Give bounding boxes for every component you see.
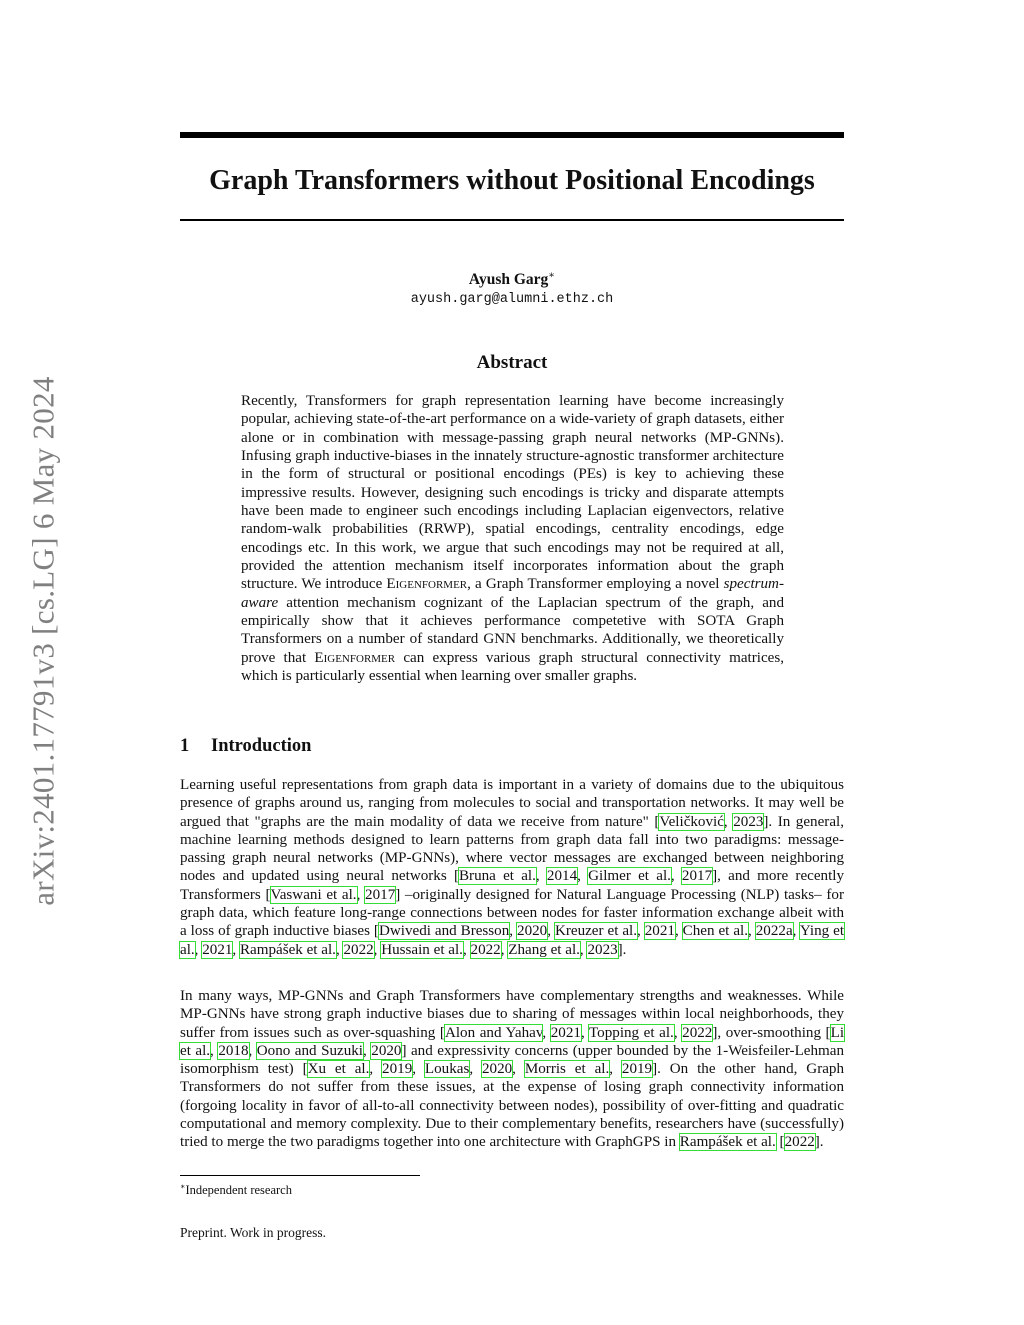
model-name: Eigenformer	[386, 576, 468, 593]
abstract-heading: Abstract	[476, 352, 548, 373]
citation-link[interactable]: Dwivedi and Bresson	[378, 923, 510, 940]
citation-link[interactable]: Chen et al.	[682, 923, 749, 940]
citation-link[interactable]: Kreuzer et al.	[554, 923, 638, 940]
citation-link[interactable]: Loukas	[424, 1061, 470, 1078]
intro-paragraph-1: Learning useful representations from graph data is important in a variety of domains due to the ubiquitous presence of graphs around us, ranging from molecules to social and transportation networks. It may well be argued that "graphs are the main modality of data we receive from nature" [Veličković, 2023]. In general, machine learning methods designed to learn patterns from graph data fall into two paradigms: message-passing graph neural networks (MP-GNNs), where vector messages are exchanged between neighboring nodes and updated using neural networks [Bruna et al., 2014, Gilmer et al., 2017], and more recently Transformers [Vaswani et al., 2017] –originally designed for Natural Language Processing (NLP) tasks– for graph data, which feature long-range connections between nodes for faster information exchange albeit with a loss of graph inductive biases [Dwivedi and Bresson, 2020, Kreuzer et al., 2021, Chen et al., 2022a, Ying et al., 2021, Rampášek et al., 2022, Hussain et al., 2022, Zhang et al., 2023].	[180, 777, 845, 958]
citation-link[interactable]: Xu et al.	[307, 1061, 370, 1078]
title-top-rule	[180, 132, 844, 138]
citation-link[interactable]: 2014	[546, 868, 578, 885]
citation-link[interactable]: 2021	[202, 941, 233, 958]
citation-link[interactable]: Veličković	[659, 813, 724, 830]
citation-link[interactable]: 2017	[365, 886, 396, 903]
citation-link[interactable]: Bruna et al.	[458, 868, 536, 885]
citation-link[interactable]: Li et al.	[180, 1024, 845, 1059]
citation-link[interactable]: Hussain et al.	[381, 941, 463, 958]
citation-link[interactable]: Ying et al.	[180, 923, 845, 958]
citation-link[interactable]: Alon and Yahav	[444, 1024, 543, 1041]
citation-link[interactable]: 2022a	[755, 923, 793, 940]
citation-link[interactable]: 2022	[470, 941, 501, 958]
citation-link[interactable]: 2019	[382, 1061, 413, 1078]
author-name: Ayush Garg	[468, 271, 549, 289]
title-bottom-rule	[180, 219, 844, 221]
author-block	[180, 266, 844, 310]
arxiv-identifier	[22, 352, 66, 930]
citation-link[interactable]: 2017	[681, 868, 713, 885]
author-name-line	[180, 266, 844, 290]
emphasis: spectrum-aware	[241, 576, 784, 611]
citation-link[interactable]: Topping et al.	[589, 1024, 674, 1041]
arxiv-identifier-text: arXiv:2401.17791v3 [cs.LG] 6 May 2024	[26, 376, 62, 906]
citation-link[interactable]: 2020	[517, 923, 548, 940]
section-title: Introduction	[211, 736, 312, 756]
section-heading	[180, 735, 311, 757]
citation-link[interactable]: Vaswani et al.	[270, 886, 357, 903]
section-number: 1	[180, 736, 190, 756]
footnote-mark: ∗	[180, 1182, 186, 1191]
citation-link[interactable]: 2022	[784, 1134, 815, 1151]
model-name: Eigenformer	[314, 649, 396, 666]
citation-link[interactable]: Gilmer et al.	[588, 868, 671, 885]
citation-link[interactable]: 2023	[733, 813, 764, 830]
citation-link[interactable]: 2021	[550, 1024, 581, 1041]
citation-link[interactable]: 2018	[218, 1042, 249, 1059]
citation-link[interactable]: Oono and Suzuki	[256, 1042, 363, 1059]
preprint-notice: Preprint. Work in progress.	[180, 1225, 327, 1240]
paper-title: Graph Transformers without Positional Encodings	[209, 165, 815, 196]
citation-link[interactable]: 2020	[481, 1061, 513, 1078]
citation-link[interactable]: 2022	[682, 1024, 713, 1041]
citation-link[interactable]: Rampášek et al.	[239, 941, 336, 958]
citation-link[interactable]: Zhang et al.	[508, 941, 580, 958]
author-footnote-mark: ∗	[548, 270, 556, 281]
intro-paragraph-2: In many ways, MP-GNNs and Graph Transformers have complementary strengths and weaknesses. While MP-GNNs have strong graph inductive biases due to sharing of messages within local neighborhoods, they suffer from issues such as over-squashing [Alon and Yahav, 2021, Topping et al., 2022], over-smoothing [Li et al., 2018, Oono and Suzuki, 2020] and expressivity concerns (upper bounded by the 1-Weisfeiler-Lehman isomorphism test) [Xu et al., 2019, Loukas, 2020, Morris et al., 2019]. On the other hand, Graph Transformers do not suffer from these issues, at the expense of losing graph connectivity information (forgoing locality in favor of all-to-all connectivity between nodes), possibility of over-fitting and quadratic computational and memory complexity. Due to their complementary benefits, researchers have (successfully) tried to merge the two paradigms together into one architecture with GraphGPS in Rampášek et al. [2022].	[180, 988, 845, 1151]
citation-link[interactable]: 2022	[343, 941, 374, 958]
citation-link[interactable]: Rampášek et al.	[679, 1134, 776, 1151]
footnote-rule	[180, 1175, 420, 1176]
citation-link[interactable]: 2021	[644, 923, 675, 940]
citation-link[interactable]: 2019	[621, 1061, 653, 1078]
abstract-text: Recently, Transformers for graph representation learning have become increasingly popular, achieving state-of-the-art performance on a wide-variety of graph datasets, either alone or in combination with message-passing graph neural networks (MP-GNNs). Infusing graph inductive-biases in the innately structure-agnostic transformer architecture in the form of structural or positional encodings (PEs) is key to achieving these impressive results. However, designing such encodings is tricky and disparate attempts have been made to engineer such encodings including Laplacian eigenvectors, relative random-walk probabilities (RRWP), spatial encodings, centrality encodings, edge encodings etc. In this work, we argue that such encodings may not be required at all, provided the attention mechanism itself incorporates information about the graph structure. We introduce Eigenformer, a Graph Transformer employing a novel spectrum-aware attention mechanism cognizant of the Laplacian spectrum of the graph, and empirically show that it achieves performance competetive with SOTA Graph Transformers on a number of standard GNN benchmarks. Additionally, we theoretically prove that Eigenformer can express various graph structural connectivity matrices, which is particularly essential when learning over smaller graphs.	[241, 393, 784, 685]
footnote-text: Independent research	[185, 1183, 292, 1198]
citation-link[interactable]: Morris et al.	[524, 1061, 610, 1078]
author-email: ayush.garg@alumni.ethz.ch	[410, 292, 614, 308]
citation-link[interactable]: 2023	[587, 941, 618, 958]
footnote	[180, 1179, 292, 1198]
citation-link[interactable]: 2020	[371, 1042, 402, 1059]
